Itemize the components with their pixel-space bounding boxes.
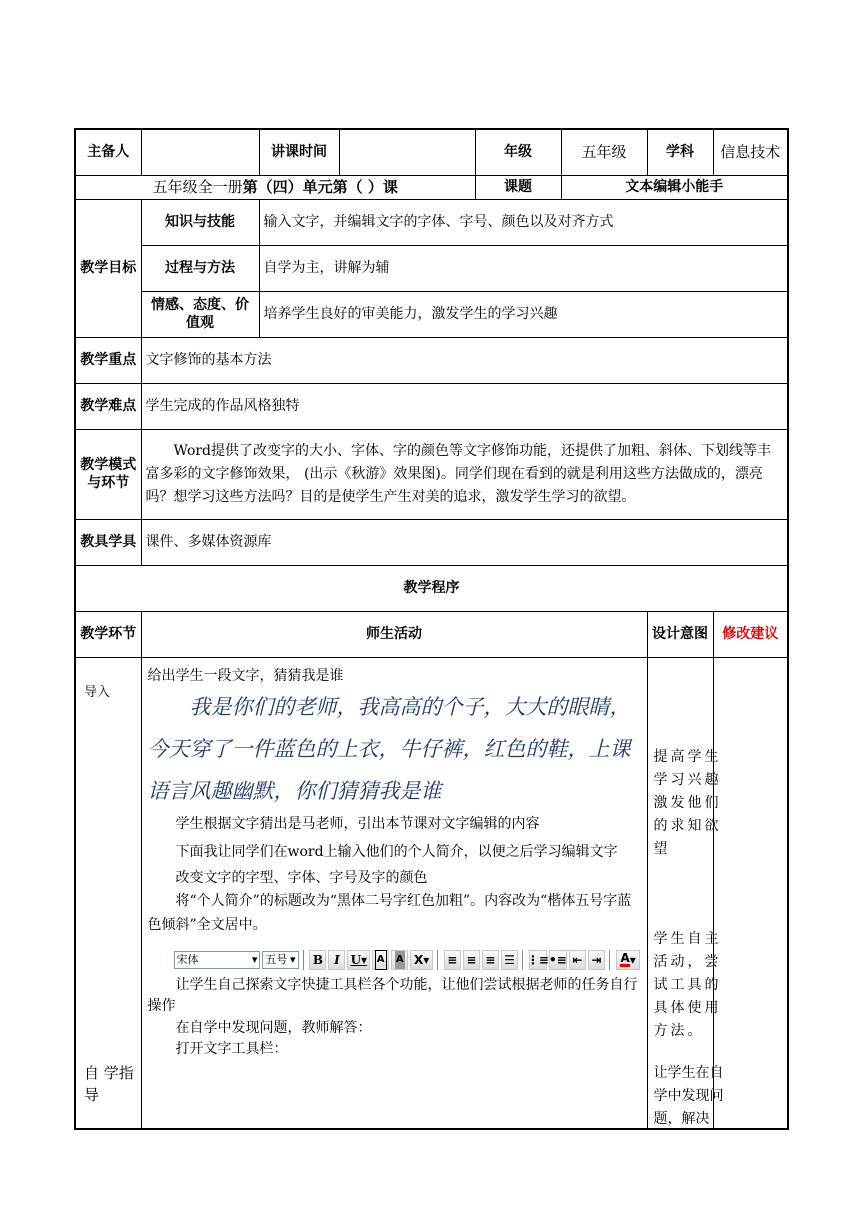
stage-self-study: 自 学指导 — [84, 1063, 134, 1104]
char-scale-icon[interactable]: X▾ — [410, 950, 433, 970]
decrease-indent-icon[interactable]: ⇤ — [569, 950, 586, 970]
char-border-icon[interactable]: A — [372, 950, 389, 970]
intent-3: 让学生在自学中发现问题，解决 — [653, 1064, 724, 1127]
owner-label: 主备人 — [75, 129, 141, 175]
italic-icon[interactable]: I — [328, 950, 345, 970]
toolbar-separator — [437, 950, 440, 970]
lecture-time-value — [339, 129, 475, 175]
owner-value — [141, 129, 259, 175]
topic-label: 课题 — [475, 175, 561, 199]
align-right-icon[interactable]: ≡ — [482, 950, 499, 970]
tools-label: 教具学具 — [75, 519, 141, 565]
font-name-select[interactable] — [174, 951, 261, 969]
objective-label-process: 过程与方法 — [141, 245, 259, 291]
objective-label-emotion: 情感、态度、价值观 — [141, 291, 259, 337]
bold-icon[interactable]: B — [309, 950, 326, 970]
lesson-plan-sheet — [74, 128, 787, 1130]
lesson-plan-table — [74, 128, 789, 1130]
font-color-icon[interactable]: A ▾ — [616, 950, 641, 970]
procedure-intent-cell — [647, 657, 724, 1129]
topic-value: 文本编辑小能手 — [561, 175, 788, 199]
mode-text: Word提供了改变字的大小、字体、字的颜色等文字修饰功能，还提供了加粗、斜体、下划线等丰富多彩的文字修饰效果， (出示《秋游》效果图)。同学们现在看到的就是利用这些方法做成的，漂亮吗？想学习这些方法吗？目的是使学生产生对美的追求，激发学生学习的欲望。 — [141, 429, 788, 519]
intent-1: 提高学生学习兴趣激发他们的求知欲望 — [653, 748, 722, 857]
intent-2: 学生自主活动，尝试工具的具体使用方法。 — [653, 930, 722, 1039]
unit-bold: 第（四）单元第（ ）课 — [242, 178, 398, 196]
toolbar-separator — [522, 950, 525, 970]
big-guess-text — [148, 686, 641, 812]
procedure-header-suggestion: 修改建议 — [713, 611, 788, 657]
mode-label: 教学模式与环节 — [75, 429, 141, 519]
line-change: 改变文字的字型、字体、字号及字的颜色 — [175, 869, 428, 886]
unit-prefix: 五年级全一册 — [152, 178, 243, 196]
char-shading-icon[interactable]: A — [391, 950, 408, 970]
key-point-label: 教学重点 — [75, 337, 141, 383]
line-title: 将“个人简介”的标题改为“黑体二号字红色加粗”。内容改为“楷体五号字蓝色倾斜”全文居中。 — [147, 892, 632, 933]
line-problem: 在自学中发现问题，教师解答： — [175, 1019, 372, 1036]
subject-label: 学科 — [647, 129, 713, 175]
align-distributed-icon[interactable]: ☰ — [501, 950, 518, 970]
unit-cell — [75, 175, 475, 199]
lecture-time-label: 讲课时间 — [259, 129, 339, 175]
key-point-text: 文字修饰的基本方法 — [141, 337, 788, 383]
difficulty-text: 学生完成的作品风格独特 — [141, 383, 788, 429]
procedure-stage-cell — [75, 657, 141, 1129]
bullets-icon[interactable]: •≡ — [549, 950, 567, 970]
grade-value: 五年级 — [561, 129, 647, 175]
procedure-title: 教学程序 — [75, 565, 788, 611]
chevron-down-icon: ▾ — [251, 952, 258, 966]
line-open: 打开文字工具栏： — [175, 1040, 288, 1057]
objective-text-knowledge: 输入文字，并编辑文字的字体、字号、颜色以及对齐方式 — [259, 199, 788, 245]
objective-text-emotion: 培养学生良好的审美能力，激发学生的学习兴趣 — [259, 291, 788, 337]
difficulty-label: 教学难点 — [75, 383, 141, 429]
objective-text-process: 自学为主，讲解为辅 — [259, 245, 788, 291]
tools-text: 课件、多媒体资源库 — [141, 519, 788, 565]
toolbar-separator — [609, 950, 612, 970]
procedure-header-stage: 教学环节 — [75, 611, 141, 657]
format-toolbar — [174, 949, 641, 971]
numbering-icon[interactable]: ⋮≡ — [529, 950, 547, 970]
line-explore: 让学生自己探索文字快捷工具栏各个功能，让他们尝试根据老师的任务自行操作 — [147, 976, 638, 1014]
font-size-select[interactable] — [262, 951, 298, 969]
procedure-header-activity: 师生活动 — [141, 611, 647, 657]
procedure-header-intent: 设计意图 — [647, 611, 713, 657]
font-size-value: 五号 — [265, 952, 288, 966]
grade-label: 年级 — [475, 129, 561, 175]
underline-icon[interactable]: U▾ — [347, 950, 370, 970]
toolbar-separator — [303, 950, 306, 970]
align-left-icon[interactable]: ≡ — [444, 950, 461, 970]
font-name-value: 宋体 — [176, 952, 199, 966]
procedure-suggestion-cell — [713, 657, 788, 1129]
line-input: 下面我让同学们在word上输入他们的个人简介，以便之后学习编辑文字 — [175, 843, 618, 860]
increase-indent-icon[interactable]: ⇥ — [588, 950, 605, 970]
stage-intro: 导入 — [84, 684, 111, 700]
objective-label-knowledge: 知识与技能 — [141, 199, 259, 245]
line-guess: 学生根据文字猜出是马老师，引出本节课对文字编辑的内容 — [175, 815, 540, 832]
align-center-icon[interactable]: ≡ — [463, 950, 480, 970]
procedure-activity-cell — [141, 657, 647, 1129]
big-guess-content: 我是你们的老师，我高高的个子，大大的眼睛，今天穿了一件蓝色的上衣，牛仔裤，红色的鞋，上课语言风趣幽默，你们猜猜我是谁 — [147, 694, 631, 803]
chevron-down-icon: ▾ — [289, 952, 296, 966]
line-intro: 给出学生一段文字，猜猜我是谁 — [147, 667, 344, 684]
objectives-label: 教学目标 — [75, 199, 141, 337]
subject-value: 信息技术 — [713, 129, 788, 175]
